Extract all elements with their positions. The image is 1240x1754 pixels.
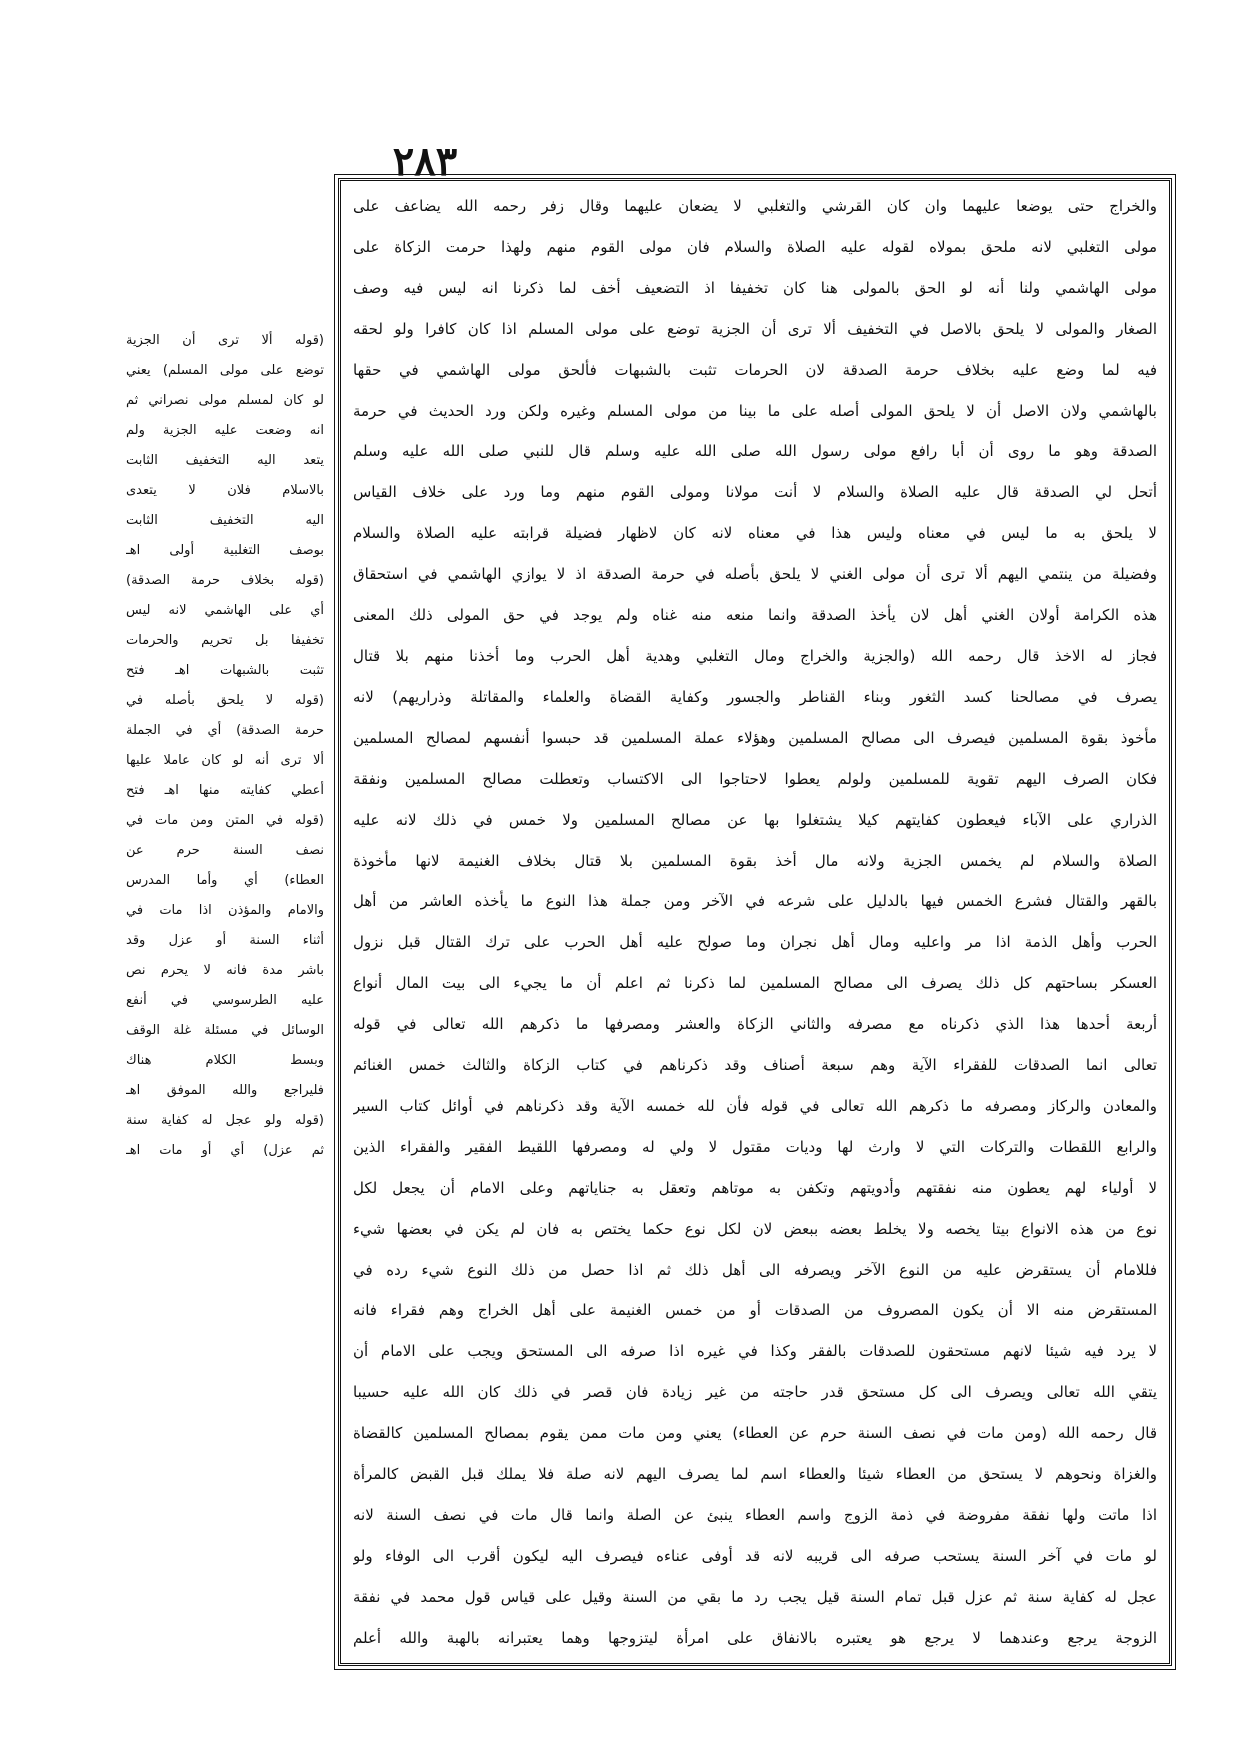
- page-number: ۲۸۳: [392, 138, 458, 185]
- margin-note-line: توضع على مولى المسلم) يعني: [126, 363, 324, 378]
- text-line: بالقهر والقتال فشرع الخمس فيها بالدليل على شرعه في الآخر ومن جملة هذا النوع ما يأخذه العاشر من أهل: [353, 892, 1157, 911]
- margin-note-line: والامام والمؤذن اذا مات في: [126, 903, 324, 918]
- margin-note-line: باشر مدة فانه لا يحرم نص: [126, 963, 324, 978]
- text-line: يتقي الله تعالى ويصرف الى كل مستحق قدر حاجته من غير زيادة فان قصر في ذلك كان الله عليه حسيبا: [353, 1383, 1157, 1402]
- text-line: مولى الهاشمي ولنا أنه لو الحق بالمولى هنا كان تخفيفا اذ التضعيف أخف لما ذكرنا انه ليس فيه وصف: [353, 278, 1157, 297]
- text-line: والخراج حتى يوضعا عليهما وان كان القرشي والتغلبي لا يضعان عليهما وقال زفر رحمه الله يضاعف على: [353, 197, 1157, 215]
- main-text-frame: [338, 178, 1172, 1666]
- margin-note-line: ألا ترى أنه لو كان عاملا عليها: [126, 753, 324, 768]
- text-line: تعالى انما الصدقات للفقراء الآية وهم سبعة أصناف وقد ذكرناهم في كتاب الزكاة والثالث خمس الغنائم: [353, 1056, 1157, 1075]
- text-line: لا أولياء لهم يعطون منه نفقتهم وأدويتهم وتكفن به موتاهم وتعقل به جناياتهم وعلى الامام أن يجعل لكل: [353, 1178, 1157, 1197]
- text-line: فجاز له الاخذ قال رحمه الله (والجزية والخراج ومال التغلبي وهدية أهل الحرب وما أخذنا منهم بلا قتال: [353, 646, 1157, 665]
- margin-note-line: أعطي كفايته منها اهـ فتح: [126, 783, 324, 798]
- margin-note-line: بوصف التغلبية أولى اهـ: [126, 543, 324, 558]
- text-line: اذا ماتت ولها نفقة مفروضة في ذمة الزوج واسم العطاء ينبئ عن الصلة وانما قال مات في نصف السنة لانه: [353, 1506, 1157, 1524]
- margin-note-line: يتعد اليه التخفيف الثابت: [126, 453, 324, 468]
- text-line: مأخوذ بقوة المسلمين فيصرف الى مصالح المسلمين وهؤلاء عملة المسلمين قد حبسوا أنفسهم لمصالح المسلمين: [353, 728, 1157, 747]
- text-line: والغزاة ونحوهم لا يستحق من العطاء شيئا والعطاء اسم لما يصرف اليهم لانه صلة فلا يملك قبل القبض كالمرأة: [353, 1465, 1157, 1484]
- text-line: بالهاشمي ولان الاصل أن لا يلحق المولى أصله على ما بينا من مولى المسلم وغيره ولكن ورد الحديث في حرمة: [353, 401, 1157, 420]
- margin-note-line: حرمة الصدقة) أي في الجملة: [126, 723, 324, 738]
- text-line: الذراري على الآباء فيعطون كفايتهم كيلا يشتغلوا بها عن مصالح المسلمين ولا خمس في ذلك لانه عليه: [353, 810, 1157, 829]
- margin-note-line: بالاسلام فلان لا يتعدى: [126, 483, 324, 498]
- text-line: عجل له كفاية سنة ثم عزل قبل تمام السنة قيل يجب رد ما بقي من السنة وقيل على قياس قول محمد في نفقة: [353, 1587, 1157, 1606]
- text-line: المستقرض منه الا أن يكون المصروف من الصدقات أو من خمس الغنيمة على أهل الخراج وهم فقراء فانه: [353, 1301, 1157, 1320]
- text-line: لا يلحق به ما ليس في معناه وليس هذا في معناه لانه كان لاظهار فضيلة قرابته عليه الصلاة والسلام: [353, 524, 1157, 543]
- main-text-body: [353, 191, 1157, 1653]
- text-line: وفضيلة من ينتمي اليهم ألا ترى أن مولى الغني لا يلحق بأصله في حرمة الصدقة اذ لا يوازي الهاشمي في استحقاق: [353, 565, 1157, 584]
- text-line: قال رحمه الله (ومن مات في نصف السنة حرم عن العطاء) يعني ومن مات ممن يقوم بمصالح المسلمين كالقضاة: [353, 1424, 1157, 1443]
- text-line: نوع من هذه الانواع بيتا يخصه ولا يخلط بعضه ببعض لان لكل نوع حكما يختص به فان لم يكن في بعضها شيء: [353, 1219, 1157, 1238]
- margin-note-line: عليه الطرسوسي في أنفع: [126, 993, 324, 1008]
- margin-note-line: أثناء السنة أو عزل وقد: [126, 933, 324, 948]
- margin-note-line: انه وضعت عليه الجزية ولم: [126, 423, 324, 438]
- margin-note-line: أي على الهاشمي لانه ليس: [126, 603, 324, 618]
- text-line: والمعادن والركاز ومصرفه ما ذكرهم الله تعالى في قوله فأن لله خمسه الآية وقد ذكرناهم في أوائل كتاب السير: [353, 1096, 1157, 1115]
- margin-note-line: اليه التخفيف الثابت: [126, 513, 324, 528]
- text-line: يصرف في مصالحنا كسد الثغور وبناء القناطر والجسور وكفاية القضاة والعلماء والمقاتلة وذراريهم) لانه: [353, 687, 1157, 706]
- margin-note-line: (قوله ولو عجل له كفاية سنة: [126, 1113, 324, 1128]
- margin-note-line: (قوله لا يلحق بأصله في: [126, 693, 324, 708]
- text-line: فللامام أن يستقرض عليه من النوع الآخر ويصرفه الى أهل ذلك ثم اذا حصل من ذلك النوع شيء رده في: [353, 1260, 1157, 1279]
- margin-note-line: نصف السنة حرم عن: [126, 843, 324, 858]
- text-line: لا يرد فيه شيئا لانهم مستحقون للصدقات بالفقر وكذا في غيره اذا صرفه الى المستحق ويجب على الامام أن: [353, 1342, 1157, 1361]
- margin-note-line: الوسائل في مسئلة غلة الوقف: [126, 1023, 324, 1038]
- margin-note-line: (قوله بخلاف حرمة الصدقة): [126, 573, 324, 588]
- margin-note-line: (قوله في المتن ومن مات في: [126, 813, 324, 828]
- text-line: هذه الكرامة أولان الغني أهل لان يأخذ الصدقة وانما منعه منه غناه ولم يوجد في حق المولى ذلك المعنى: [353, 606, 1157, 625]
- text-line: فكان الصرف اليهم تقوية للمسلمين ولولم يعطوا لاحتاجوا الى الاكتساب وتعطلت مصالح المسلمين ونفقة: [353, 769, 1157, 788]
- margin-note-line: (قوله ألا ترى أن الجزية: [126, 333, 324, 348]
- text-line: الصلاة والسلام لم يخمس الجزية ولانه مال أخذ بقوة المسلمين بلا قتال بخلاف الغنيمة لانها مأخوذة: [353, 851, 1157, 870]
- text-line: والرابع اللقطات والتركات التي لا وارث لها وديات مقتول لا ولي له ومصرفها اللقيط الفقير والفقراء الذين: [353, 1137, 1157, 1156]
- margin-note-line: فليراجع والله الموفق اهـ: [126, 1083, 324, 1098]
- text-line: الزوجة يرجع وعندهما لا يرجع هو يعتبره بالانفاق على امرأة ليتزوجها وهما يعتبرانه بالهبة والله أعلم: [353, 1628, 1157, 1647]
- margin-note-line: تخفيفا بل تحريم والحرمات: [126, 633, 324, 648]
- text-line: الحرب وأهل الذمة اذا مر واعليه ومال أهل نجران وما صولح عليه أهل الحرب على ترك القتال قبل نزول: [353, 933, 1157, 952]
- text-line: أتحل لي الصدقة قال عليه الصلاة والسلام لا أنت مولانا ومولى القوم منهم وما ورد على خلاف القياس: [353, 483, 1157, 502]
- text-line: الصدقة وهو ما روى أن أبا رافع مولى رسول الله صلى الله عليه وسلم قال للنبي صلى الله عليه وسلم: [353, 442, 1157, 461]
- margin-notes: [126, 326, 324, 1166]
- margin-note-line: وبسط الكلام هناك: [126, 1053, 324, 1068]
- text-line: الصغار والمولى لا يلحق بالاصل في التخفيف ألا ترى أن الجزية توضع على مولى المسلم اذا كان كافرا ولو لحقه: [353, 319, 1157, 338]
- text-line: العسكر بساحتهم كل ذلك يصرف الى مصالح المسلمين لما ذكرنا ثم اعلم أن ما يجيء الى بيت المال أنواع: [353, 974, 1157, 993]
- text-line: فيه لما وضع عليه بخلاف حرمة الصدقة لان الحرمات تثبت بالشبهات فألحق مولى الهاشمي في حقها: [353, 360, 1157, 379]
- text-line: مولى التغلبي لانه ملحق بمولاه لقوله عليه الصلاة والسلام فان مولى القوم منهم ولهذا حرمت الزكاة على: [353, 237, 1157, 256]
- margin-note-line: لو كان لمسلم مولى نصراني ثم: [126, 393, 324, 408]
- margin-note-line: ثم عزل) أي أو مات اهـ: [126, 1143, 324, 1158]
- margin-note-line: تثبت بالشبهات اهـ فتح: [126, 663, 324, 678]
- text-line: أربعة أحدها هذا الذي ذكرناه مع مصرفه والثاني الزكاة والعشر ومصرفها ما ذكرهم الله تعالى في قوله: [353, 1015, 1157, 1034]
- text-line: لو مات في آخر السنة يستحب صرفه الى قريبه لانه قد أوفى عناءه فيصرف اليه ليكون أقرب الى الوفاء ولو: [353, 1546, 1157, 1565]
- margin-note-line: العطاء) أي وأما المدرس: [126, 873, 324, 888]
